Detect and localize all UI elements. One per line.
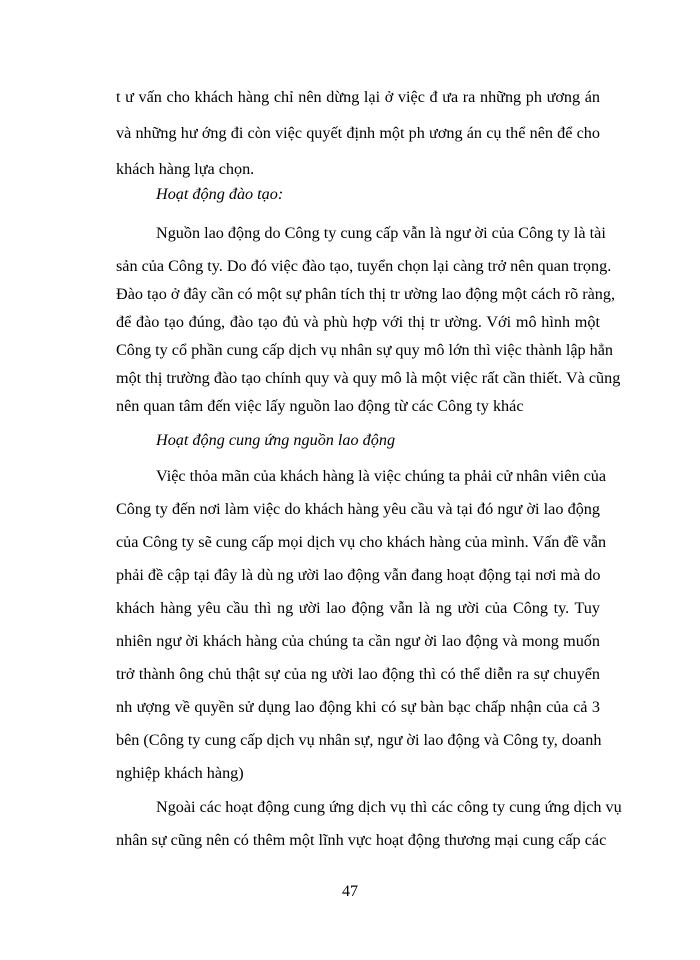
paragraph-3-line-2: Công ty đến nơi làm việc do khách hàng yêu cầu và tại đó ngư ời lao động [116,500,600,518]
paragraph-2-line-2: sản của Công ty. Do đó việc đào tạo, tuyển chọn lại càng trở nên quan trọng. [116,257,612,275]
paragraph-3-line-7: trở thành ông chủ thật sự của ng ười lao động thì có thể diễn ra sự chuyển [116,665,600,683]
paragraph-3-line-9: bên (Công ty cung cấp dịch vụ nhân sự, ngư ời lao động và Công ty, doanh [116,731,602,749]
paragraph-1-line-1: t ư vấn cho khách hàng chỉ nên dừng lại ở việc đ ưa ra những ph ương án [116,88,600,106]
paragraph-1-line-3: khách hàng lựa chọn. [116,160,255,178]
paragraph-4-line-1: Ngoài các hoạt động cung ứng dịch vụ thì các công ty cung ứng dịch vụ [156,798,622,816]
heading-training: Hoạt động đào tạo: [156,185,284,203]
paragraph-3-line-10: nghiệp khách hàng) [116,764,244,782]
paragraph-3-line-5: khách hàng yêu cầu thì ng ười lao động vẫn là ng ười của Công ty. Tuy [116,599,600,617]
heading-supply: Hoạt động cung ứng nguồn lao động [156,431,396,449]
paragraph-2-line-5: Công ty cổ phần cung cấp dịch vụ nhân sự quy mô lớn thì việc thành lập hẳn [116,341,614,359]
paragraph-2-line-1: Nguồn lao động do Công ty cung cấp vẫn là ngư ời của Công ty là tài [156,224,606,242]
paragraph-3-line-4: phải đề cập tại đây là dù ng ười lao động vẫn đang hoạt động tại nơi mà do [116,566,601,584]
paragraph-3-line-6: nhiên ngư ời khách hàng của chúng ta cần ngư ời lao động và mong muốn [116,632,600,650]
paragraph-3-line-3: của Công ty sẽ cung cấp mọi dịch vụ cho khách hàng của mình. Vấn đề vẫn [116,533,607,551]
paragraph-2-line-4: để đào tạo đúng, đào tạo đủ và phù hợp với thị tr ường. Với mô hình một [116,313,600,331]
paragraph-4-line-2: nhân sự cũng nên có thêm một lĩnh vực hoạt động thương mại cung cấp các [116,831,607,849]
paragraph-2-line-3: Đào tạo ở đây cần có một sự phân tích thị tr ường lao động một cách rõ ràng, [116,285,616,303]
paragraph-3-line-1: Việc thỏa mãn của khách hàng là việc chúng ta phải cử nhân viên của [156,467,607,485]
paragraph-2-line-6: một thị trường đào tạo chính quy và quy mô là một việc rất cần thiết. Và cũng [116,369,621,387]
paragraph-2-line-7: nên quan tâm đến việc lấy nguồn lao động từ các Công ty khác [116,397,524,415]
paragraph-1-line-2: và những hư ớng đi còn việc quyết định một ph ương án cụ thể nên để cho [116,124,600,142]
page-number: 47 [342,883,358,900]
paragraph-3-line-8: nh ượng về quyền sử dụng lao động khi có sự bàn bạc chấp nhận của cả 3 [116,698,600,716]
